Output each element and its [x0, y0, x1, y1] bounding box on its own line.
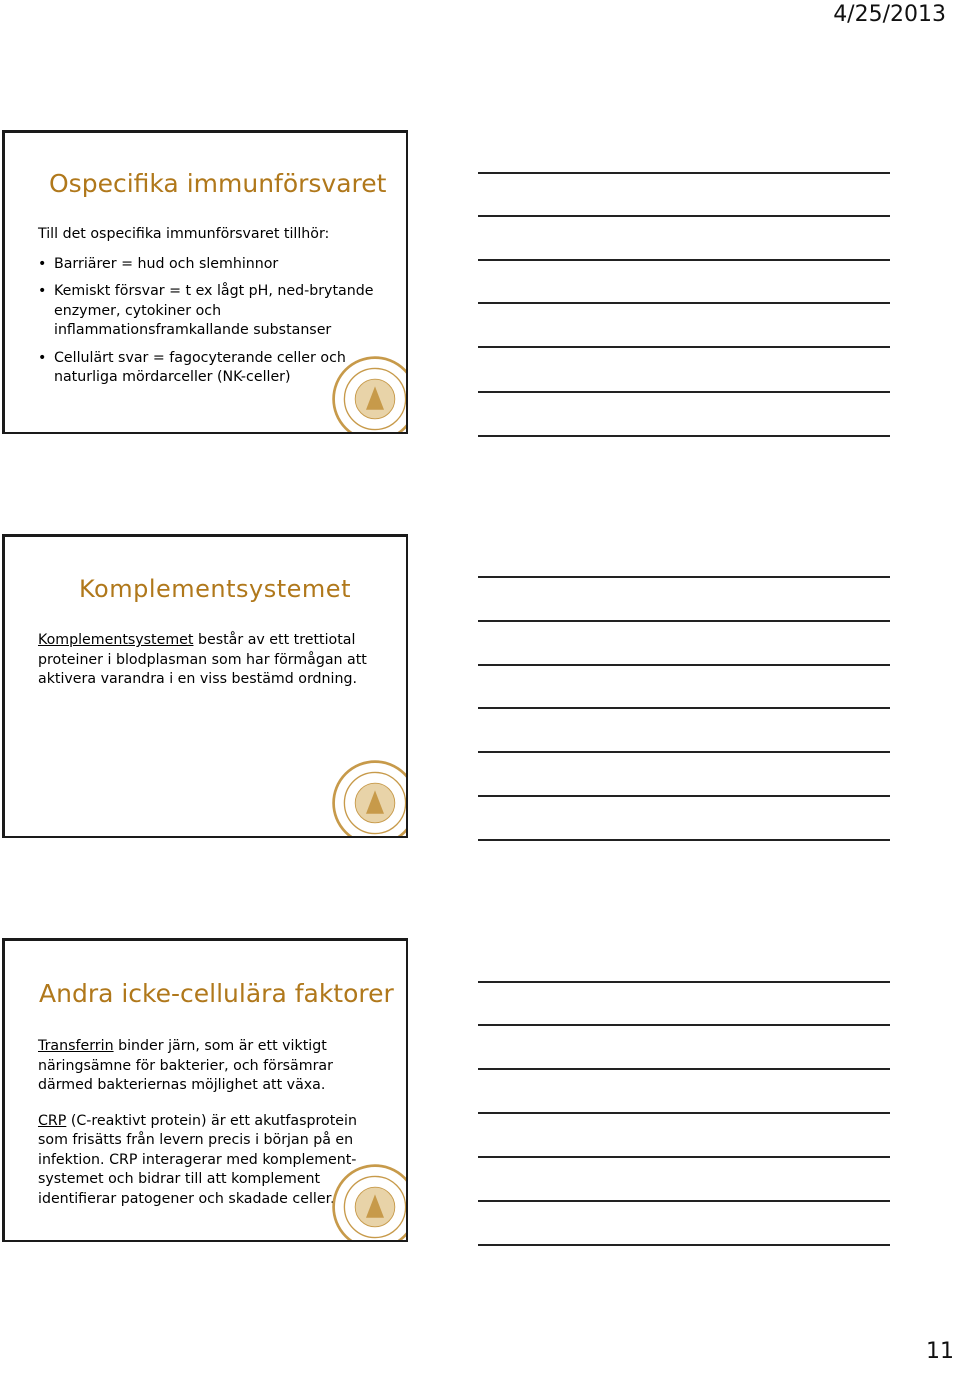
list-item-text: Kemiskt försvar = t ex lågt pH, ned-brytande enzymer, cytokiner och inflammationsframkallande substanser: [54, 283, 374, 338]
note-line: [478, 302, 890, 304]
list-item-text: Barriärer = hud och slemhinnor: [54, 255, 279, 272]
note-line: [478, 391, 890, 393]
note-line: [478, 259, 890, 261]
paragraph-text: består av ett trettiotal proteiner i blodplasman som har förmågan att aktivera varandra i en viss bestämd ordning.: [38, 632, 367, 687]
list-item: [38, 255, 386, 275]
note-line: [478, 172, 890, 174]
university-seal-icon: [330, 354, 408, 434]
note-line: [478, 1156, 890, 1158]
university-seal-icon: [330, 758, 408, 838]
list-item-text: Cellulärt svar = fagocyterande celler och naturliga mördarceller (NK-celler): [54, 349, 346, 385]
note-line: [478, 1068, 890, 1070]
slide-intro: Till det ospecifika immunförsvaret tillhör:: [38, 226, 330, 242]
note-line: [478, 981, 890, 983]
print-date: 4/25/2013: [833, 2, 946, 27]
note-line: [478, 620, 890, 622]
term-link: Komplementsystemet: [38, 632, 194, 648]
note-line: [478, 795, 890, 797]
paragraph-text: binder järn, som är ett viktigt näringsämne för bakterier, och försämrar därmed bakteriernas möjlighet att växa.: [38, 1038, 333, 1093]
slide-title: Andra icke-cellulära faktorer: [39, 979, 394, 1008]
slide-komplementsystemet: [2, 534, 408, 838]
slide-paragraph: [38, 631, 386, 690]
term-link: Transferrin: [38, 1038, 114, 1054]
note-line: [478, 1024, 890, 1026]
note-line: [478, 839, 890, 841]
slide-andra-faktorer: [2, 938, 408, 1242]
slide-ospecifika: [2, 130, 408, 434]
slide-title: Ospecifika immunförsvaret: [49, 169, 387, 198]
page-number: 11: [926, 1339, 954, 1364]
bullet-icon: •: [38, 349, 47, 366]
note-line: [478, 1112, 890, 1114]
note-line: [478, 664, 890, 666]
slide-body: [38, 631, 386, 706]
note-line: [478, 1244, 890, 1246]
note-line: [478, 435, 890, 437]
term-link: CRP: [38, 1112, 67, 1129]
university-seal-icon: [330, 1162, 408, 1242]
note-line: [478, 1200, 890, 1202]
bullet-icon: •: [38, 283, 47, 299]
slide-title: Komplementsystemet: [79, 575, 351, 603]
list-item: [38, 282, 386, 341]
paragraph-text: (C-reaktivt protein) är ett akutfasprotein som frisätts från levern precis i början på en infektion. CRP interagerar med komplement-systemet och bidrar till att komplement identifierar patogener och skadade celler.: [38, 1112, 357, 1207]
note-line: [478, 576, 890, 578]
slide-paragraph: [38, 1037, 386, 1096]
note-line: [478, 707, 890, 709]
bullet-icon: •: [38, 255, 47, 272]
note-line: [478, 346, 890, 348]
note-line: [478, 751, 890, 753]
note-line: [478, 215, 890, 217]
